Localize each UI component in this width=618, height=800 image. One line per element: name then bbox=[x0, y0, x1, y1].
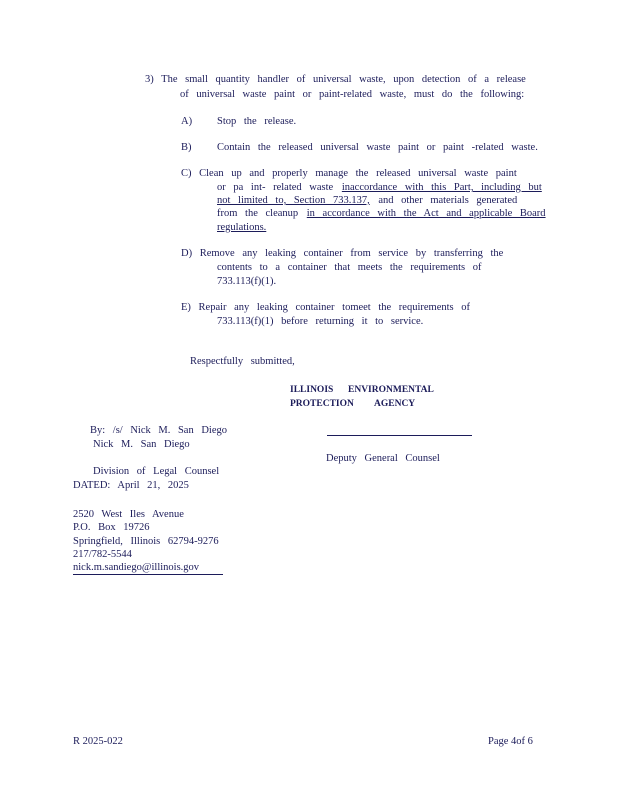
agency-word-illinois: ILLINOIS bbox=[290, 385, 334, 395]
agency-word-agency: AGENCY bbox=[374, 399, 416, 409]
footer-docket-number: R 2025-022 bbox=[73, 736, 123, 747]
item-c-line-4-underlined: in accordance with the Act and applicable Board bbox=[306, 208, 546, 219]
address-phone: 217/782-5544 bbox=[73, 549, 132, 560]
item-c-line-4-plain: from the cleanup bbox=[217, 208, 299, 219]
item-c-line-3 bbox=[217, 194, 517, 207]
item-c-line-2 bbox=[217, 181, 542, 194]
item-c-line-1: C) Clean up and properly manage the released universal waste paint bbox=[181, 168, 517, 179]
item-c-line-4 bbox=[217, 207, 546, 220]
item-3-line-2: of universal waste paint or paint-related waste, must do the following: bbox=[180, 89, 525, 100]
signature-division: Division of Legal Counsel bbox=[93, 466, 220, 477]
item-e-line-1: E) Repair any leaking container tomeet the requirements of bbox=[181, 302, 470, 313]
agency-word-environmental: ENVIRONMENTAL bbox=[348, 385, 434, 395]
signature-by-line: By: /s/ Nick M. San Diego bbox=[90, 425, 227, 436]
closing-line: Respectfully submitted, bbox=[190, 356, 295, 367]
address-po-box: P.O. Box 19726 bbox=[73, 522, 150, 533]
item-c-line-3-plain: and other materials generated bbox=[378, 195, 518, 206]
item-c-line-2-plain: or pa int- related waste bbox=[217, 182, 334, 193]
item-e-line-2: 733.113(f)(1) before returning it to service. bbox=[217, 316, 424, 327]
address-email-link[interactable]: nick.m.sandiego@illinois.gov bbox=[73, 562, 223, 575]
agency-word-protection: PROTECTION bbox=[290, 399, 354, 409]
item-d-line-3: 733.113(f)(1). bbox=[217, 276, 277, 287]
item-c-line-3-underlined: not limited to, Section 733.137, bbox=[217, 195, 370, 206]
address-city: Springfield, Illinois 62794-9276 bbox=[73, 536, 219, 547]
signature-dated: DATED: April 21, 2025 bbox=[73, 480, 189, 491]
address-street: 2520 West Iles Avenue bbox=[73, 509, 184, 520]
item-d-line-1: D) Remove any leaking container from service by transferring the bbox=[181, 248, 504, 259]
signature-title: Deputy General Counsel bbox=[326, 453, 440, 464]
item-a-text: Stop the release. bbox=[217, 116, 297, 127]
footer-page-number: Page 4of 6 bbox=[488, 736, 533, 747]
item-3-line-1: 3) The small quantity handler of universal waste, upon detection of a release bbox=[145, 74, 526, 85]
item-b-label: B) bbox=[181, 142, 192, 153]
signature-name: Nick M. San Diego bbox=[93, 439, 190, 450]
signature-rule bbox=[327, 435, 472, 436]
item-c-line-2-underlined: inaccordance with this Part, including but bbox=[341, 182, 542, 193]
item-c-line-5: regulations. bbox=[217, 222, 267, 233]
item-d-line-2: contents to a container that meets the requirements of bbox=[217, 262, 482, 273]
item-b-text: Contain the released universal waste paint or paint -related waste. bbox=[217, 142, 538, 153]
item-a-label: A) bbox=[181, 116, 193, 127]
